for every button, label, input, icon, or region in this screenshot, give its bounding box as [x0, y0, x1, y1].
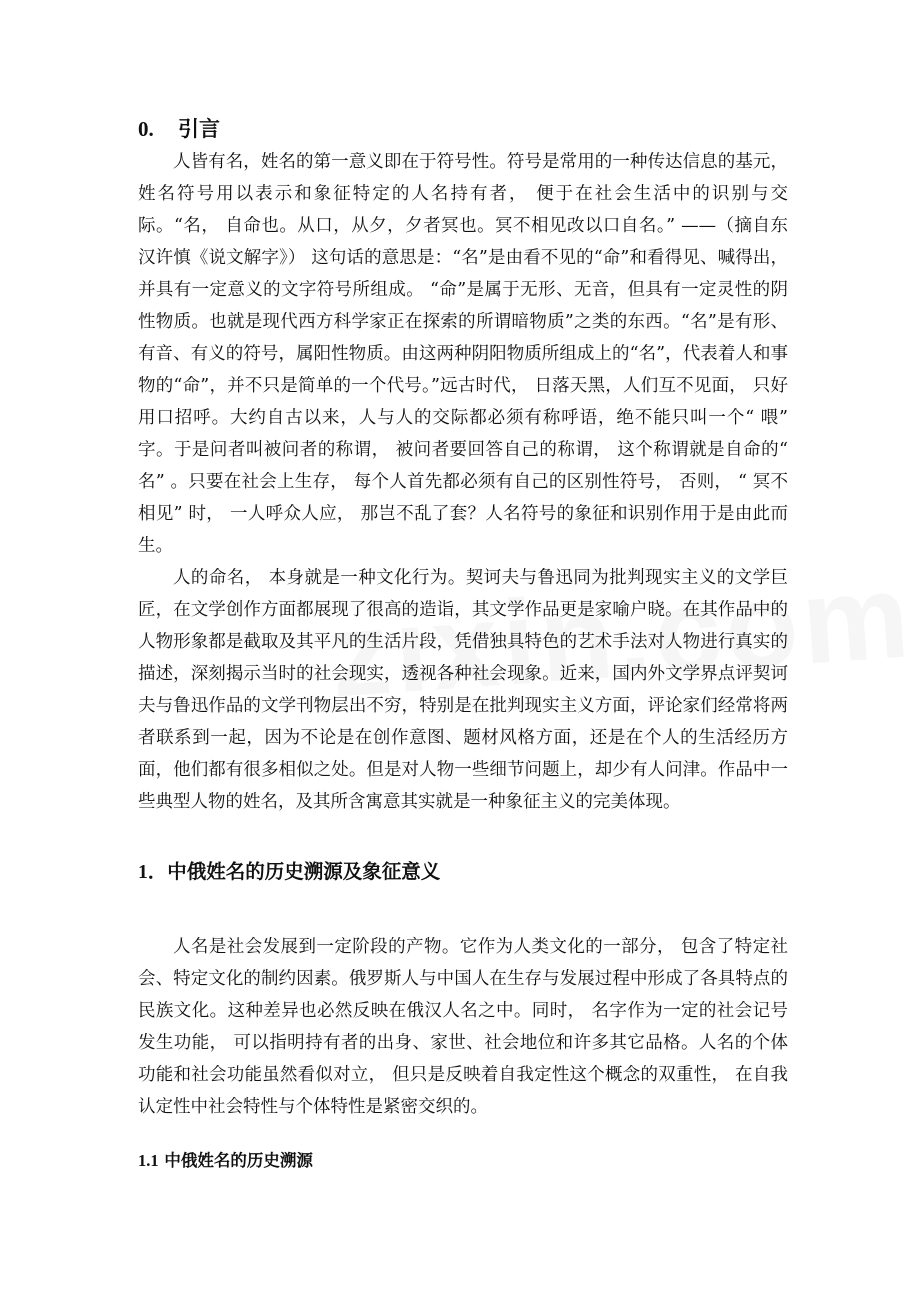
section-title: 引言: [178, 116, 220, 141]
subsection-number: 1.1: [138, 1151, 159, 1170]
section-heading-intro: [138, 112, 788, 146]
section-heading-1: [138, 858, 788, 887]
section-1-paragraph-1: 人名是社会发展到一定阶段的产物。它作为人类文化的一部分， 包含了特定社会、特定文化的制约因素。俄罗斯人与中国人在生存与发展过程中形成了各具特点的民族文化。这种差异也必然反映在俄汉人名之中。同时， 名字作为一定的社会记号发生功能， 可以指明持有者的出身、家世、社会地位和许多其它品格。人名的个体功能和社会功能虽然看似对立， 但只是反映着自我定性这个概念的双重性， 在自我认定性中社会特性与个体特性是紧密交织的。: [138, 937, 788, 1117]
section-number: 0.: [138, 117, 154, 141]
intro-paragraph-2: 人的命名， 本身就是一种文化行为。契诃夫与鲁迅同为批判现实主义的文学巨匠，在文学创作方面都展现了很高的造诣，其文学作品更是家喻户晓。在其作品中的人物形象都是截取及其平凡的生活片段，凭借独具特色的艺术手法对人物进行真实的描述，深刻揭示当时的社会现实，透视各种社会现象。近来，国内外文学界点评契诃夫与鲁迅作品的文学刊物层出不穷，特别是在批判现实主义方面，评论家们经常将两者联系到一起，因为不论是在创作意图、题材风格方面，还是在个人的生活经历方面，他们都有很多相似之处。但是对人物一些细节问题上，却少有人问津。作品中一些典型人物的姓名，及其所含寓意其实就是一种象征主义的完美体现。: [138, 568, 788, 812]
document-body: [138, 112, 788, 1173]
section-title: 中俄姓名的历史溯源及象征意义: [167, 860, 441, 883]
subsection-title: 中俄姓名的历史溯源: [164, 1151, 313, 1170]
section-number: 1．: [138, 862, 168, 883]
subsection-heading-1-1: [138, 1149, 788, 1173]
intro-paragraph-1: 人皆有名，姓名的第一意义即在于符号性。符号是常用的一种传达信息的基元， 姓名符号用以表示和象征特定的人名持有者， 便于在社会生活中的识别与交际。“名， 自命也。从口，从夕，夕者冥也。冥不相见改以口自名。” ——（摘自东汉许慎《说文解字》） 这句话的意思是：“名”是由看不见的“命”和看得见、喊得出，并具有一定意义的文字符号所组成。 “命”是属于无形、无音，但具有一定灵性的阴性物质。也就是现代西方科学家正在探索的所谓暗物质”之类的东西。“名”是有形、有音、有义的符号，属阳性物质。由这两种阴阳物质所组成上的“名”，代表着人和事物的“命”，并不只是简单的一个代号。”远古时代， 日落天黑，人们互不见面， 只好用口招呼。大约自古以来，人与人的交际都必须有称呼语，绝不能只叫一个“ 喂” 字。于是问者叫被问者的称谓， 被问者要回答自己的称谓， 这个称谓就是自命的“ 名” 。只要在社会上生存， 每个人首先都必须有自己的区别性符号， 否则， “ 冥不相见” 时， 一人呼众人应， 那岂不乱了套？人名符号的象征和识别作用于是由此而生。: [138, 152, 788, 556]
